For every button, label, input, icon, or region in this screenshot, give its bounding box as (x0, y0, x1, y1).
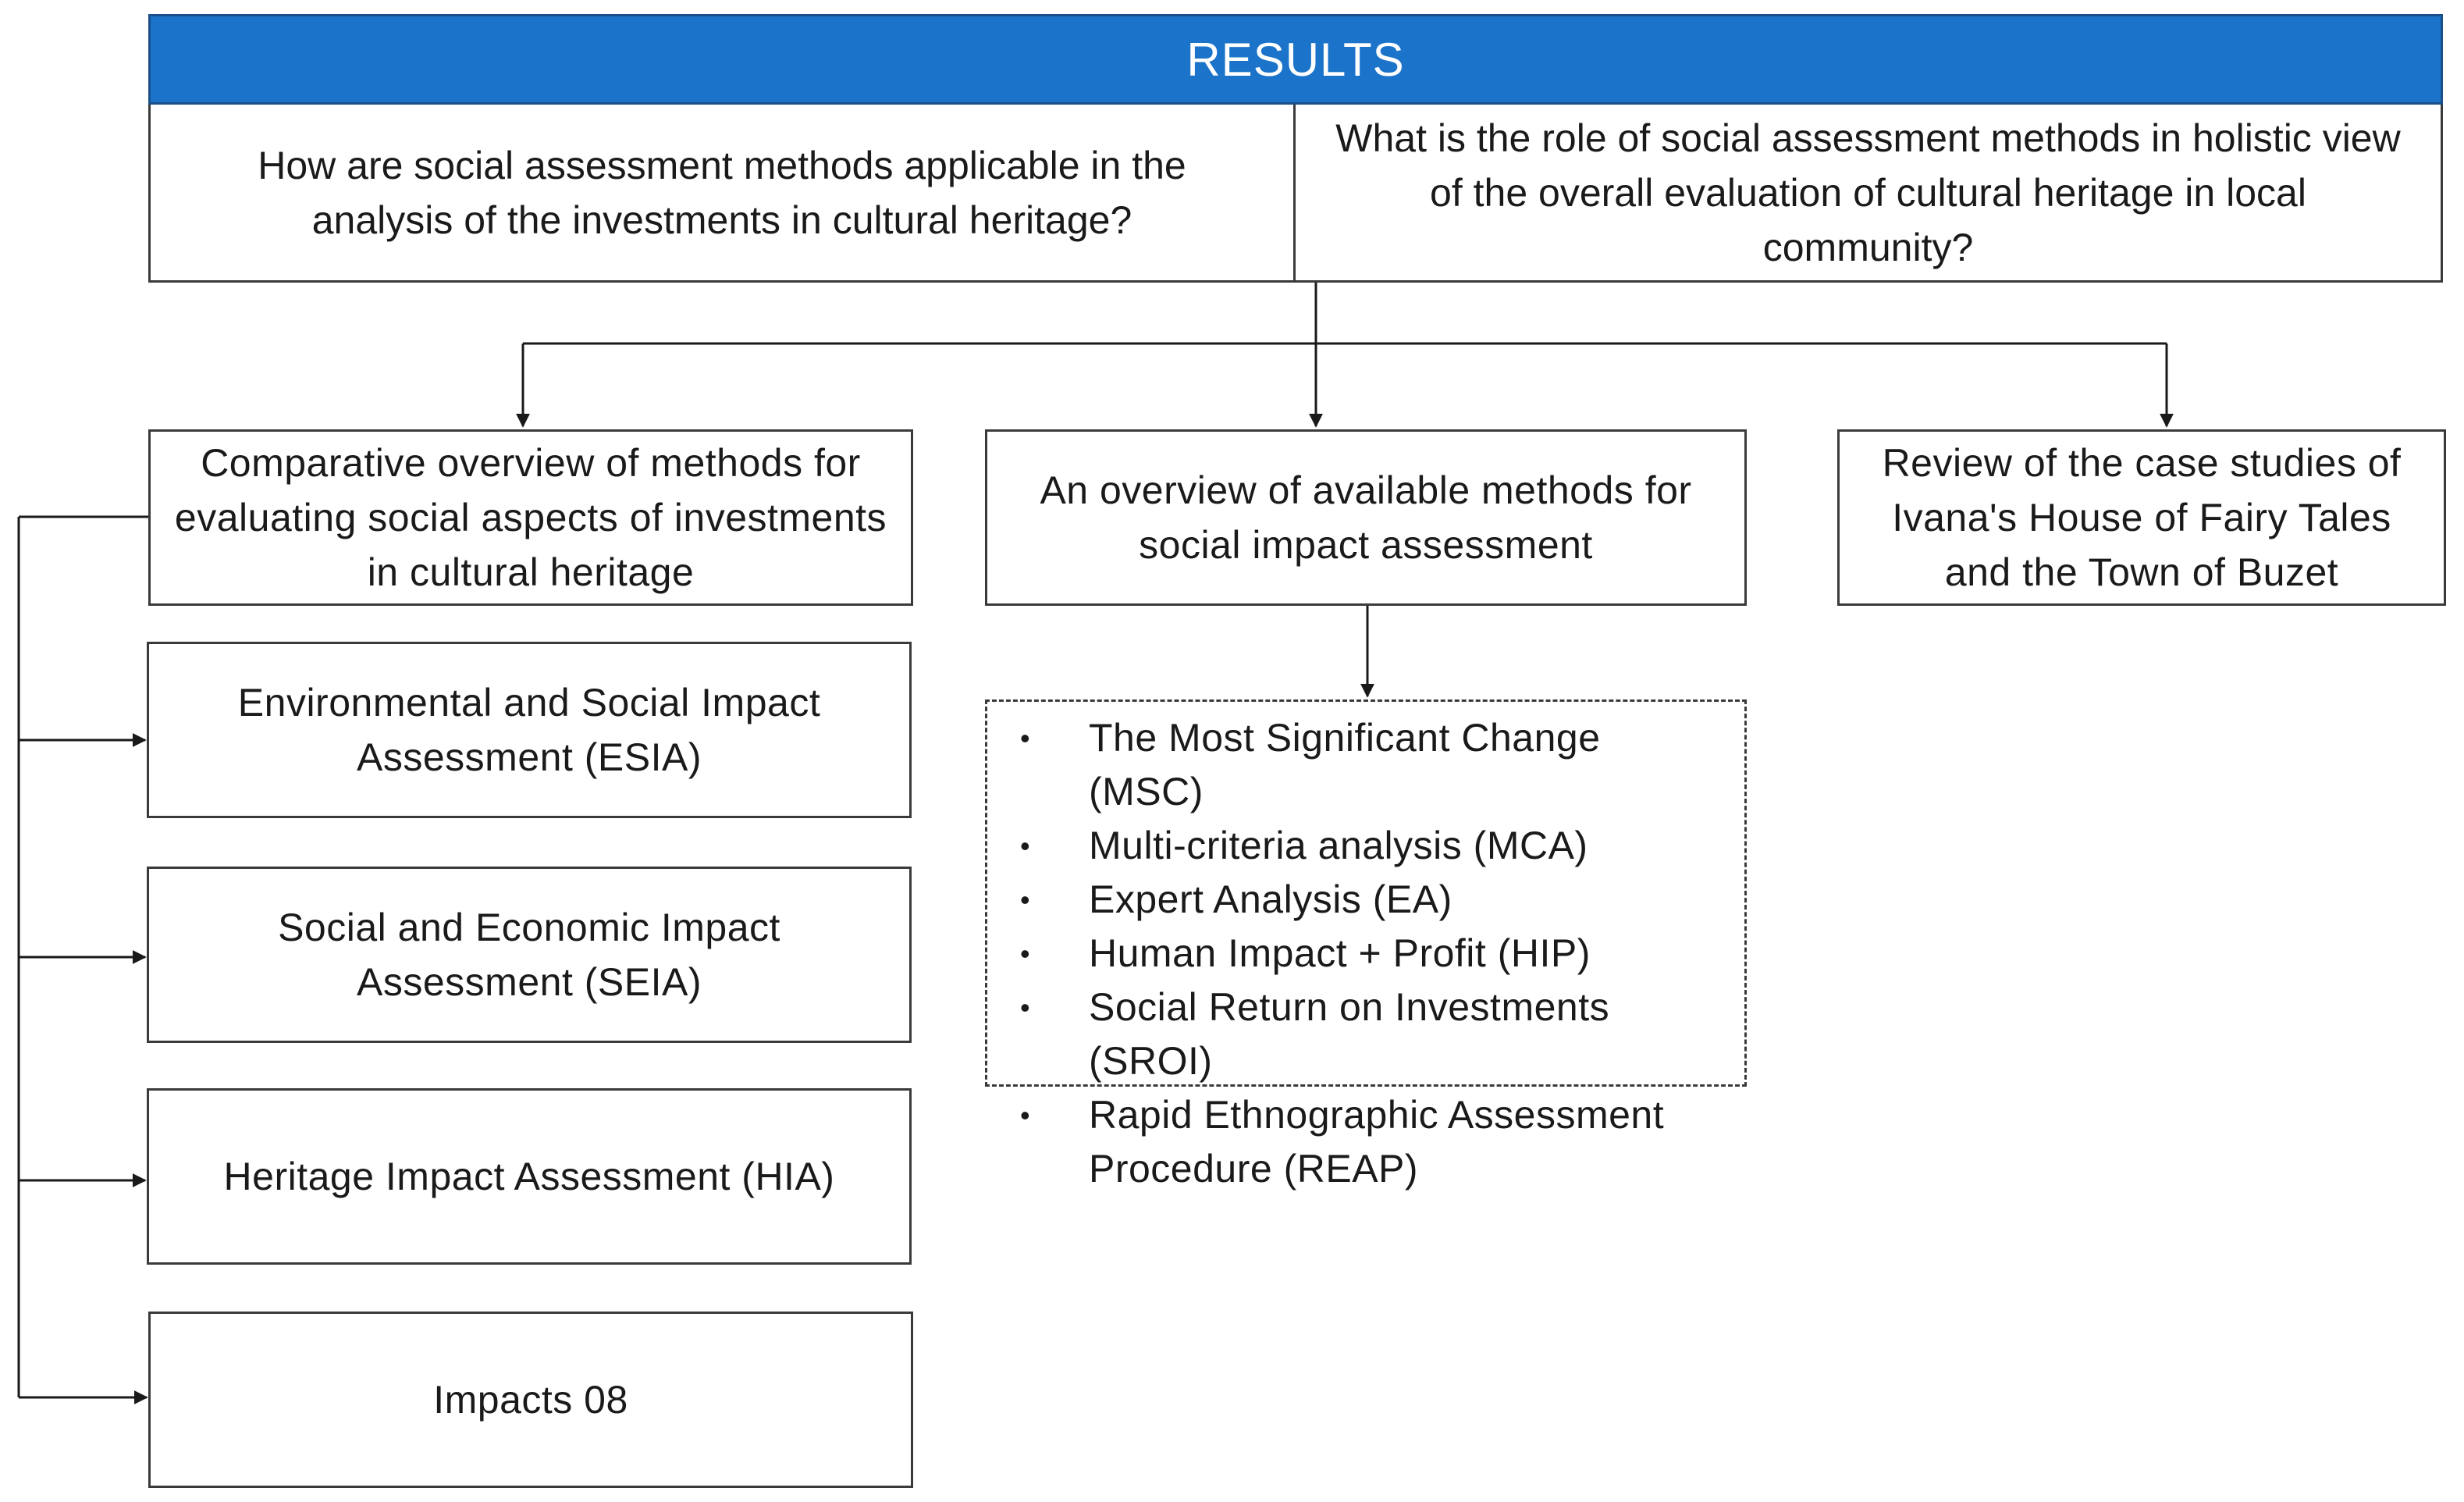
list-item: • Human Impact + Profit (HIP) (1006, 927, 1726, 981)
case-studies-label: Review of the case studies of Ivana's House of Fairy Tales and the Town of Buzet (1882, 441, 2402, 594)
research-questions (148, 105, 2443, 283)
research-question-2: What is the role of social assessment methods in holistic view of the overall evaluation of cultural heritage in local community? (1335, 116, 2401, 269)
bullet-icon: • (1020, 884, 1031, 916)
bullet-icon: • (1020, 1099, 1031, 1131)
list-item: • Rapid Ethnographic Assessment Procedure (REAP) (1006, 1088, 1726, 1196)
methods-overview-label: An overview of available methods for social impact assessment (1040, 468, 1692, 567)
bullet-icon: • (1020, 830, 1031, 862)
impacts08-label: Impacts 08 (433, 1378, 628, 1422)
list-item: • Social Return on Investments (SROI) (1006, 981, 1726, 1088)
case-studies-box (1837, 429, 2446, 606)
list-item: • Expert Analysis (EA) (1006, 873, 1726, 927)
research-question-1: How are social assessment methods applicable in the analysis of the investments in cultural heritage? (151, 105, 1296, 280)
bullet-icon: • (1020, 722, 1031, 754)
impacts08-box (148, 1312, 913, 1488)
esia-label: Environmental and Social Impact Assessment (ESIA) (237, 681, 821, 779)
seia-label: Social and Economic Impact Assessment (SEIA) (278, 906, 780, 1004)
hia-label: Heritage Impact Assessment (HIA) (223, 1155, 835, 1198)
results-header (148, 14, 2443, 105)
list-item: • Multi-criteria analysis (MCA) (1006, 819, 1726, 873)
seia-box (147, 867, 912, 1043)
esia-box (147, 642, 912, 818)
list-item: • The Most Significant Change (MSC) (1006, 711, 1726, 819)
comparative-overview-box (148, 429, 913, 606)
available-methods-list (985, 699, 1747, 1191)
results-title: RESULTS (1186, 33, 1405, 86)
methods-overview-box (985, 429, 1747, 606)
hia-box (147, 1088, 912, 1265)
bullet-icon: • (1020, 991, 1031, 1023)
bullet-icon: • (1020, 938, 1031, 970)
comparative-overview-label: Comparative overview of methods for evaluating social aspects of investments in cultural heritage (174, 441, 887, 594)
